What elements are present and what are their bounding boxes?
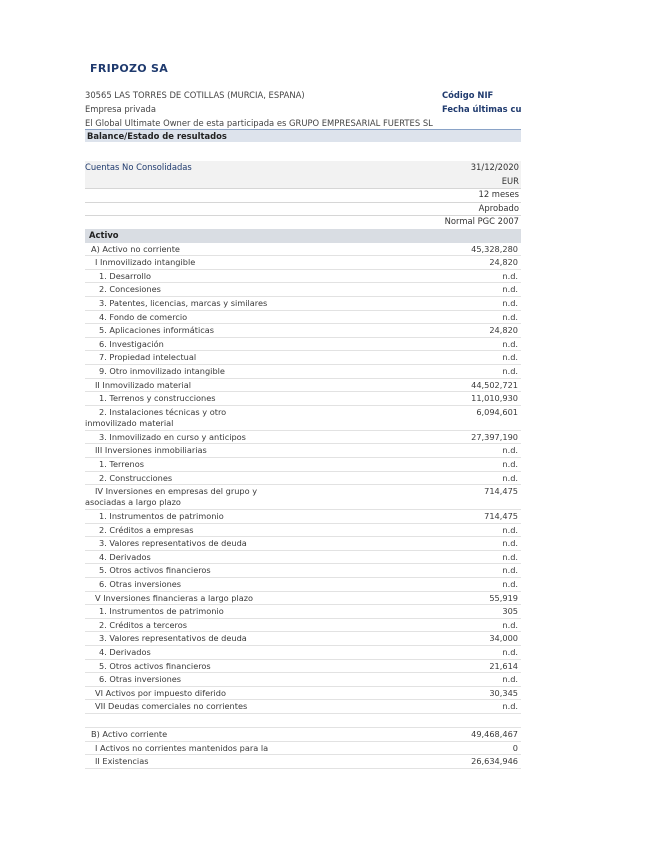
nif-label: Código NIF xyxy=(442,90,494,100)
table-row xyxy=(85,243,521,257)
row-label: 9. Otro inmovilizado intangible xyxy=(99,365,225,376)
row-value: n.d. xyxy=(502,579,518,590)
row-label: 2. Créditos a empresas xyxy=(99,524,194,535)
table-row xyxy=(85,660,521,674)
row-value: n.d. xyxy=(502,338,518,349)
row-value: n.d. xyxy=(502,365,518,376)
row-label: 6. Otras inversiones xyxy=(99,674,182,685)
row-value: 45,328,280 xyxy=(471,243,518,254)
table-row xyxy=(85,485,521,510)
row-label: V Inversiones financieras a largo plazo xyxy=(95,592,254,603)
row-value: 27,397,190 xyxy=(471,431,518,442)
accounting-standard: Normal PGC 2007 xyxy=(444,216,519,227)
row-label xyxy=(85,485,295,509)
section-title: Balance/Estado de resultados xyxy=(85,130,521,142)
row-value: 11,010,930 xyxy=(471,393,518,404)
row-label: A) Activo no corriente xyxy=(91,243,180,254)
currency: EUR xyxy=(501,175,519,186)
row-label: 5. Otros activos financieros xyxy=(99,565,211,576)
table-row xyxy=(85,700,521,714)
row-label: 1. Instrumentos de patrimonio xyxy=(99,511,224,522)
row-value: n.d. xyxy=(502,284,518,295)
row-value: 24,820 xyxy=(489,325,518,336)
row-value: n.d. xyxy=(502,538,518,549)
row-value: 21,614 xyxy=(489,660,518,671)
row-value: 0 xyxy=(512,742,518,753)
row-label xyxy=(85,406,295,430)
row-label: 1. Desarrollo xyxy=(99,270,152,281)
table-row xyxy=(85,742,521,756)
table-row xyxy=(85,472,521,486)
row-value: 55,919 xyxy=(489,592,518,603)
row-label: II Existencias xyxy=(95,756,149,767)
row-value: n.d. xyxy=(502,551,518,562)
row-label: II Inmovilizado material xyxy=(95,379,191,390)
row-value: n.d. xyxy=(502,647,518,658)
table-row xyxy=(85,365,521,379)
table-row xyxy=(85,379,521,393)
table-row xyxy=(85,297,521,311)
row-value: n.d. xyxy=(502,701,518,712)
row-label: 1. Terrenos xyxy=(99,458,144,469)
row-value: n.d. xyxy=(502,619,518,630)
row-label: III Inversiones inmobiliarias xyxy=(95,445,207,456)
row-value: n.d. xyxy=(502,297,518,308)
company-type: Empresa privada xyxy=(85,104,156,114)
row-label: 7. Propiedad intelectual xyxy=(99,352,197,363)
currency-row xyxy=(85,175,521,190)
row-value: n.d. xyxy=(502,524,518,535)
row-label: VI Activos por impuesto diferido xyxy=(95,687,226,698)
table-row xyxy=(85,632,521,646)
row-label: I Inmovilizado intangible xyxy=(95,257,196,268)
row-label: 3. Inmovilizado en curso y anticipos xyxy=(99,431,246,442)
row-label-line2: inmovilizado material xyxy=(85,417,174,428)
accounts-status: Aprobado xyxy=(478,202,519,213)
row-label: 6. Otras inversiones xyxy=(99,579,182,590)
row-value: n.d. xyxy=(502,674,518,685)
table-row xyxy=(85,524,521,538)
table-row xyxy=(85,687,521,701)
status-row xyxy=(85,202,521,217)
period-length: 12 meses xyxy=(478,189,519,200)
table-row xyxy=(85,324,521,338)
row-value: 714,475 xyxy=(484,486,518,497)
row-value: n.d. xyxy=(502,311,518,322)
row-label: 5. Otros activos financieros xyxy=(99,660,211,671)
table-row xyxy=(85,270,521,284)
table-row xyxy=(85,283,521,297)
row-value: 30,345 xyxy=(489,687,518,698)
row-value: 714,475 xyxy=(484,511,518,522)
table-row xyxy=(85,592,521,606)
global-owner-note: El Global Ultimate Owner de esta participada es GRUPO EMPRESARIAL FUERTES SL xyxy=(85,118,433,128)
row-label: 6. Investigación xyxy=(99,338,164,349)
table-row xyxy=(85,392,521,406)
row-label: 3. Patentes, licencias, marcas y similares xyxy=(99,297,268,308)
row-value: n.d. xyxy=(502,445,518,456)
table-row xyxy=(85,728,521,742)
row-value: 305 xyxy=(502,606,518,617)
table-row xyxy=(85,673,521,687)
row-value: n.d. xyxy=(502,472,518,483)
row-label: 4. Derivados xyxy=(99,551,151,562)
period-date: 31/12/2020 xyxy=(470,162,519,172)
row-label: 2. Construcciones xyxy=(99,472,173,483)
row-value: 49,468,467 xyxy=(471,729,518,739)
row-label: B) Activo corriente xyxy=(91,729,168,739)
period-length-row xyxy=(85,188,521,203)
table-spacer xyxy=(85,714,521,728)
row-label: 1. Terrenos y construcciones xyxy=(99,393,216,404)
row-value: 34,000 xyxy=(489,633,518,644)
table-row xyxy=(85,311,521,325)
row-label-line1: 2. Instalaciones técnicas y otro xyxy=(99,406,227,417)
table-row xyxy=(85,444,521,458)
table-row xyxy=(85,619,521,633)
accounts-type-row xyxy=(85,161,521,175)
table-row xyxy=(85,605,521,619)
row-label: 3. Valores representativos de deuda xyxy=(99,538,247,549)
table-row xyxy=(85,351,521,365)
row-label-line2: asociadas a largo plazo xyxy=(85,497,181,508)
row-label: 2. Créditos a terceros xyxy=(99,619,187,630)
row-label: 4. Fondo de comercio xyxy=(99,311,188,322)
row-label: 2. Concesiones xyxy=(99,284,161,295)
balance-table xyxy=(85,243,521,769)
table-row xyxy=(85,431,521,445)
row-value: n.d. xyxy=(502,270,518,281)
row-label: VII Deudas comerciales no corrientes xyxy=(95,701,248,712)
table-row xyxy=(85,256,521,270)
table-row xyxy=(85,537,521,551)
table-row xyxy=(85,510,521,524)
row-label: 5. Aplicaciones informáticas xyxy=(99,325,215,336)
standard-row xyxy=(85,215,521,229)
table-row xyxy=(85,755,521,769)
table-row xyxy=(85,458,521,472)
row-label: 1. Instrumentos de patrimonio xyxy=(99,606,224,617)
table-row xyxy=(85,646,521,660)
activo-header: Activo xyxy=(85,229,521,243)
row-value: 6,094,601 xyxy=(476,406,518,417)
table-row xyxy=(85,338,521,352)
row-value: n.d. xyxy=(502,565,518,576)
company-name: FRIPOZO SA xyxy=(90,62,169,75)
row-label: 3. Valores representativos de deuda xyxy=(99,633,247,644)
row-value: 44,502,721 xyxy=(471,379,518,390)
row-value: n.d. xyxy=(502,352,518,363)
table-row xyxy=(85,551,521,565)
table-row xyxy=(85,564,521,578)
accounts-type: Cuentas No Consolidadas xyxy=(85,162,192,172)
row-value: 26,634,946 xyxy=(471,756,518,767)
row-value: 24,820 xyxy=(489,257,518,268)
last-accounts-date-label: Fecha últimas cu xyxy=(442,104,522,114)
row-label: I Activos no corrientes mantenidos para la xyxy=(95,742,269,753)
table-row xyxy=(85,578,521,592)
row-label: 4. Derivados xyxy=(99,647,151,658)
row-value: n.d. xyxy=(502,458,518,469)
table-row xyxy=(85,406,521,431)
row-label-line1: IV Inversiones en empresas del grupo y xyxy=(95,486,258,497)
company-address: 30565 LAS TORRES DE COTILLAS (MURCIA, ESPANA) xyxy=(85,90,305,100)
